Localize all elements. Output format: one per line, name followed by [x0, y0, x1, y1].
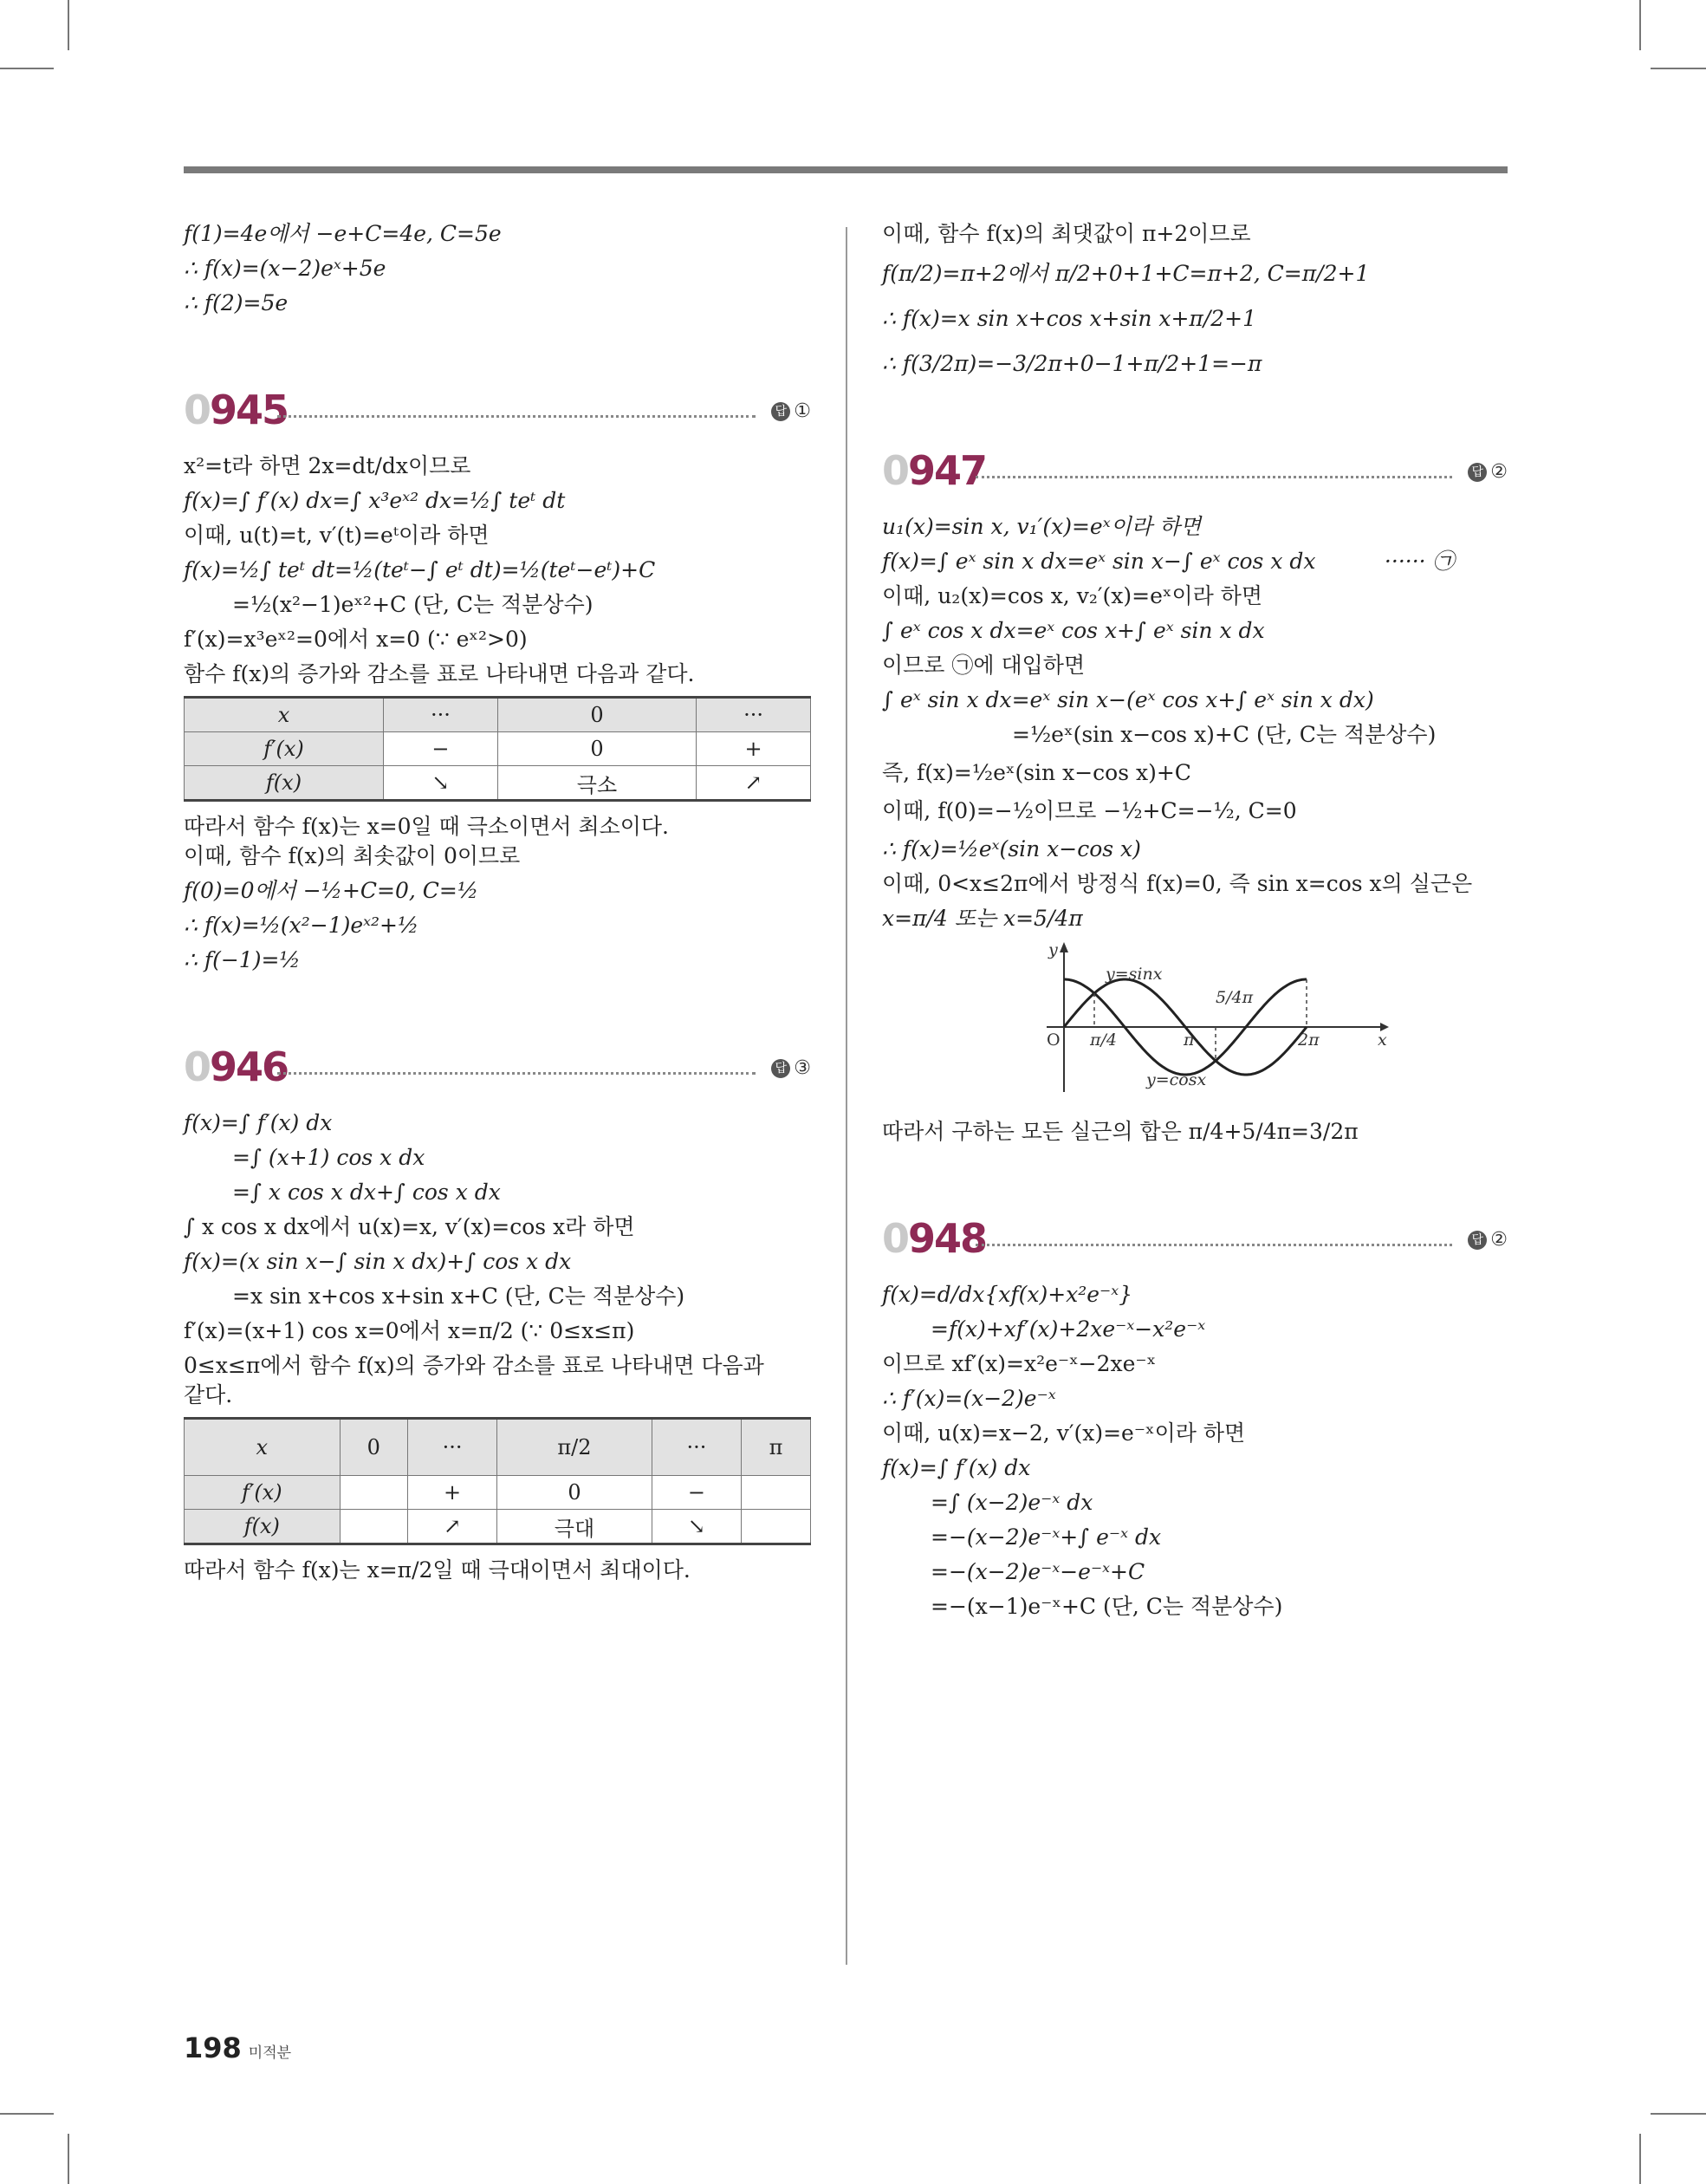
text-line: 이때, u(t)=t, v′(t)=eᵗ이라 하면: [184, 523, 490, 548]
table-cell: −: [652, 1476, 741, 1510]
table-cell: [741, 1510, 810, 1544]
text-line: f′(x)=(x+1) cos x=0에서 x=π/2 (∵ 0≤x≤π): [184, 1318, 635, 1343]
previous-solution-tail: [184, 221, 811, 316]
text-line: f(0)=0에서 −½+C=0, C=½: [184, 878, 479, 903]
crop-mark: [1639, 0, 1641, 50]
problem-number: 0948: [882, 1215, 987, 1262]
text-line: f(x)=∫ f′(x) dx=∫ x³eˣ² dx=½∫ teᵗ dt: [184, 488, 566, 513]
text-line: =∫ x cos x dx+∫ cos x dx: [232, 1180, 501, 1205]
text-line: f(1)=4e에서 −e+C=4e, C=5e: [184, 221, 502, 246]
text-line: f(x)=∫ f′(x) dx: [882, 1455, 1031, 1480]
origin-label: O: [1047, 1030, 1061, 1050]
text-line: f(π/2)=π+2에서 π/2+0+1+C=π+2, C=π/2+1: [882, 261, 1370, 286]
problem-heading: [184, 1043, 811, 1095]
text-line: 이때, f(0)=−½이므로 −½+C=−½, C=0: [882, 798, 1297, 823]
table-cell: f(x): [185, 766, 384, 801]
text-line: ∴ f(x)=½eˣ(sin x−cos x): [882, 836, 1141, 861]
table-cell: 0: [497, 698, 696, 732]
text-line: =−(x−1)e⁻ˣ+C (단, C는 적분상수): [931, 1594, 1283, 1619]
page-footer: [184, 2031, 291, 2064]
problem-948: [882, 1214, 1508, 1620]
text-line: f(x)=½∫ teᵗ dt=½(teᵗ−∫ eᵗ dt)=½(teᵗ−eᵗ)+C: [184, 557, 656, 582]
text-line: 이때, 함수 f(x)의 최댓값이 π+2이므로: [882, 221, 1251, 246]
table-cell: 극소: [497, 766, 696, 801]
sign-table: [184, 696, 811, 802]
problem-945: [184, 386, 811, 973]
text-line: 이므로 ㉠에 대입하면: [882, 653, 1086, 678]
crop-mark: [1639, 2134, 1641, 2184]
table-cell: ↘: [384, 766, 498, 801]
crop-mark: [1651, 2113, 1706, 2115]
crop-mark: [68, 2134, 69, 2184]
text-line: ∫ x cos x dx에서 u(x)=x, v′(x)=cos x라 하면: [184, 1214, 635, 1239]
column-divider: [846, 227, 847, 1965]
text-line: x=π/4 또는 x=5/4π: [882, 906, 1083, 931]
two-pi-label: 2π: [1298, 1030, 1320, 1050]
text-line: ∫ eˣ cos x dx=eˣ cos x+∫ eˣ sin x dx: [882, 618, 1265, 643]
table-cell: −: [384, 732, 498, 766]
answer-icon: 답: [771, 1059, 790, 1078]
text-line: 따라서 함수 f(x)는 x=0일 때 극소이면서 최소이다.: [184, 814, 669, 839]
text-line: =−(x−2)e⁻ˣ+∫ e⁻ˣ dx: [931, 1524, 1162, 1550]
table-cell: ↗: [408, 1510, 497, 1544]
text-line: u₁(x)=sin x, v₁′(x)=eˣ이라 하면: [882, 514, 1202, 539]
table-cell: 0: [497, 1476, 652, 1510]
answer-icon: 답: [1468, 463, 1487, 482]
text-line: f(x)=∫ f′(x) dx: [184, 1110, 333, 1135]
text-line: 이때, 0<x≤2π에서 방정식 f(x)=0, 즉 sin x=cos x의 실근은: [882, 871, 1473, 896]
right-column: [882, 221, 1508, 1628]
table-cell: ···: [697, 698, 811, 732]
problem-946-continued: [882, 221, 1508, 377]
text-line: f′(x)=x³eˣ²=0에서 x=0 (∵ eˣ²>0): [184, 627, 528, 652]
answer-mark: 답 ②: [1468, 460, 1508, 484]
dotted-leader: [277, 1072, 756, 1075]
sign-table: [184, 1417, 811, 1545]
text-line: 같다.: [184, 1382, 233, 1407]
problem-947: [882, 446, 1508, 1145]
header-rule: [184, 166, 1508, 173]
text-line: ∴ f(x)=(x−2)eˣ+5e: [184, 256, 386, 281]
text-line: =f(x)+xf′(x)+2xe⁻ˣ−x²e⁻ˣ: [931, 1316, 1206, 1342]
quarter-pi-label: π/4: [1090, 1030, 1117, 1050]
text-line: ∴ f(3/2π)=−3/2π+0−1+π/2+1=−π: [882, 351, 1262, 376]
table-cell: π: [741, 1419, 810, 1476]
text-line: 함수 f(x)의 증가와 감소를 표로 나타내면 다음과 같다.: [184, 661, 695, 686]
text-line: x²=t라 하면 2x=dt/dx이므로: [184, 453, 471, 478]
table-cell: f′(x): [185, 732, 384, 766]
text-line: ∴ f(x)=x sin x+cos x+sin x+π/2+1: [882, 306, 1257, 331]
y-axis-label: y: [1048, 940, 1058, 959]
text-line: 이때, 함수 f(x)의 최솟값이 0이므로: [184, 843, 521, 868]
text-line: 0≤x≤π에서 함수 f(x)의 증가와 감소를 표로 나타내면 다음과: [184, 1353, 764, 1378]
text-line: 이므로 xf′(x)=x²e⁻ˣ−2xe⁻ˣ: [882, 1351, 1157, 1376]
trig-graph: [1038, 940, 1393, 1096]
text-line: 즉, f(x)=½eˣ(sin x−cos x)+C: [882, 760, 1191, 785]
left-column: [184, 221, 811, 1592]
page-number: 198: [184, 2031, 242, 2064]
dotted-leader: [277, 415, 756, 418]
text-line: 이때, u(x)=x−2, v′(x)=e⁻ˣ이라 하면: [882, 1420, 1246, 1446]
problem-946: [184, 1043, 811, 1583]
text-line: ∴ f(2)=5e: [184, 290, 289, 315]
table-cell: 0: [497, 732, 696, 766]
table-cell: f′(x): [185, 1476, 341, 1510]
subject-label: 미적분: [248, 2044, 292, 2062]
table-cell: ···: [384, 698, 498, 732]
text-line: 따라서 구하는 모든 실근의 합은 π/4+5/4π=3/2π: [882, 1119, 1359, 1144]
text-line: 따라서 함수 f(x)는 x=π/2일 때 극대이면서 최대이다.: [184, 1557, 691, 1583]
text-line: ∴ f(x)=½(x²−1)eˣ²+½: [184, 913, 419, 938]
problem-number: 0945: [184, 387, 289, 433]
problem-heading: [882, 446, 1508, 498]
crop-mark: [1651, 68, 1706, 69]
table-cell: f(x): [185, 1510, 341, 1544]
text-line: 이때, u₂(x)=cos x, v₂′(x)=eˣ이라 하면: [882, 583, 1263, 608]
trig-graph-svg: [1038, 940, 1393, 1096]
crop-mark: [0, 68, 54, 69]
problem-heading: [882, 1214, 1508, 1266]
dotted-leader: [976, 1244, 1452, 1246]
table-cell: x: [185, 698, 384, 732]
answer-mark: 답 ②: [1468, 1228, 1508, 1252]
table-cell: ···: [652, 1419, 741, 1476]
problem-heading: [184, 386, 811, 438]
table-cell: [741, 1476, 810, 1510]
dotted-leader: [976, 476, 1452, 478]
table-cell: 0: [340, 1419, 407, 1476]
text-line: ∫ eˣ sin x dx=eˣ sin x−(eˣ cos x+∫ eˣ sin x dx): [882, 687, 1374, 712]
text-line: =½eˣ(sin x−cos x)+C (단, C는 적분상수): [1012, 722, 1437, 747]
answer-mark: 답 ①: [771, 400, 811, 424]
table-cell: +: [408, 1476, 497, 1510]
answer-mark: 답 ③: [771, 1056, 811, 1081]
answer-icon: 답: [771, 402, 790, 421]
sin-label: y=sinx: [1106, 965, 1163, 984]
text-line: f(x)=(x sin x−∫ sin x dx)+∫ cos x dx: [184, 1249, 572, 1274]
text-line: ∴ f′(x)=(x−2)e⁻ˣ: [882, 1386, 1056, 1411]
x-axis-label: x: [1378, 1030, 1387, 1050]
text-line: =½(x²−1)eˣ²+C (단, C는 적분상수): [232, 592, 594, 617]
problem-number: 0947: [882, 447, 987, 494]
cos-label: y=cosx: [1146, 1070, 1207, 1089]
crop-mark: [68, 0, 69, 50]
text-line: =∫ (x+1) cos x dx: [232, 1145, 425, 1170]
answer-icon: 답: [1468, 1231, 1487, 1250]
table-cell: ↘: [652, 1510, 741, 1544]
table-cell: x: [185, 1419, 341, 1476]
text-line: =∫ (x−2)e⁻ˣ dx: [931, 1490, 1093, 1515]
table-cell: [340, 1510, 407, 1544]
table-cell: π/2: [497, 1419, 652, 1476]
pi-label: π: [1184, 1030, 1195, 1050]
crop-mark: [0, 2113, 54, 2115]
text-line: f(x)=∫ eˣ sin x dx=eˣ sin x−∫ eˣ cos x dx ······ ㉠: [882, 549, 1455, 574]
text-line: =x sin x+cos x+sin x+C (단, C는 적분상수): [232, 1284, 685, 1309]
y-axis-arrow: [1060, 942, 1068, 952]
table-cell: +: [697, 732, 811, 766]
table-cell: [340, 1476, 407, 1510]
problem-number: 0946: [184, 1043, 289, 1090]
table-cell: 극대: [497, 1510, 652, 1544]
table-cell: ···: [408, 1419, 497, 1476]
five-quarter-pi-label: 5/4π: [1216, 988, 1254, 1007]
text-line: f(x)=d/dx{xf(x)+x²e⁻ˣ}: [882, 1282, 1133, 1307]
text-line: =−(x−2)e⁻ˣ−e⁻ˣ+C: [931, 1559, 1145, 1584]
table-cell: ↗: [697, 766, 811, 801]
text-line: ∴ f(−1)=½: [184, 947, 301, 972]
